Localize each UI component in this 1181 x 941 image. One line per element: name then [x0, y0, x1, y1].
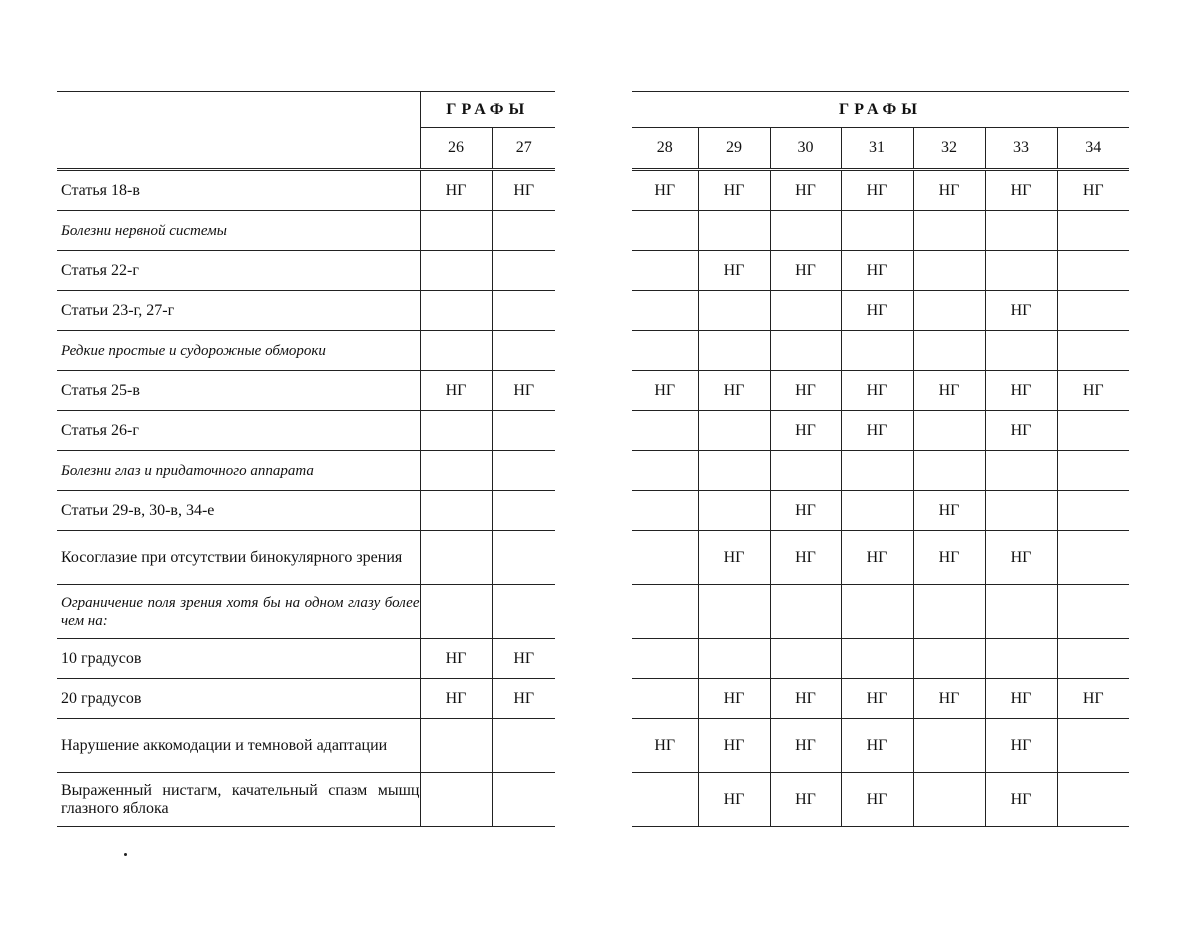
grade-cell: НГ: [985, 170, 1057, 211]
table-row: [632, 211, 1129, 251]
grade-cell: [1057, 251, 1129, 291]
grade-cell: [420, 211, 492, 251]
grade-cell: [420, 491, 492, 531]
table-row: [632, 331, 1129, 371]
grade-cell: НГ: [770, 773, 841, 827]
grade-cell: [420, 773, 492, 827]
grade-cell: [841, 491, 913, 531]
table-row: [57, 451, 555, 491]
grade-cell: [985, 251, 1057, 291]
grade-cell: НГ: [841, 531, 913, 585]
column-number: 29: [698, 128, 770, 170]
grade-cell: НГ: [770, 491, 841, 531]
row-label: 20 градусов: [57, 679, 420, 719]
table-row: [632, 251, 1129, 291]
grade-cell: НГ: [841, 251, 913, 291]
table-row: [632, 679, 1129, 719]
grade-cell: [698, 411, 770, 451]
column-number: 28: [632, 128, 698, 170]
grade-cell: НГ: [492, 639, 555, 679]
grade-cell: [492, 531, 555, 585]
table-row: [632, 491, 1129, 531]
grade-cell: НГ: [985, 719, 1057, 773]
grade-cell: [841, 331, 913, 371]
table-row: [632, 531, 1129, 585]
table-row: [57, 331, 555, 371]
column-number: 26: [420, 128, 492, 170]
grade-cell: НГ: [492, 679, 555, 719]
grade-cell: [420, 719, 492, 773]
grade-cell: НГ: [985, 371, 1057, 411]
grade-cell: [913, 773, 985, 827]
grade-cell: [492, 773, 555, 827]
grade-cell: [1057, 411, 1129, 451]
grade-cell: [698, 491, 770, 531]
grade-cell: [913, 411, 985, 451]
label-header-blank: [57, 92, 420, 128]
grade-cell: НГ: [913, 679, 985, 719]
grade-cell: НГ: [698, 371, 770, 411]
grade-cell: НГ: [770, 411, 841, 451]
column-number: 34: [1057, 128, 1129, 170]
grade-cell: НГ: [420, 639, 492, 679]
table-row: [632, 170, 1129, 211]
grade-cell: НГ: [698, 170, 770, 211]
grade-cell: НГ: [985, 773, 1057, 827]
left-table: [57, 91, 555, 827]
grade-cell: [770, 291, 841, 331]
grade-cell: [1057, 331, 1129, 371]
grade-cell: [985, 639, 1057, 679]
grade-cell: НГ: [985, 531, 1057, 585]
table-row: [57, 291, 555, 331]
grade-cell: НГ: [913, 491, 985, 531]
grade-cell: НГ: [770, 679, 841, 719]
section-heading: Редкие простые и судорожные обмороки: [57, 331, 420, 371]
grade-cell: [1057, 491, 1129, 531]
grade-cell: НГ: [420, 170, 492, 211]
grade-cell: [913, 451, 985, 491]
table-row: [57, 531, 555, 585]
grade-cell: [985, 451, 1057, 491]
grade-cell: [698, 211, 770, 251]
grade-cell: [420, 531, 492, 585]
grade-cell: [492, 411, 555, 451]
grade-cell: [698, 331, 770, 371]
grade-cell: [492, 719, 555, 773]
grade-cell: [1057, 719, 1129, 773]
right-table-block: [632, 91, 1129, 827]
grade-cell: НГ: [698, 251, 770, 291]
left-table-block: [57, 91, 555, 827]
row-label: Статья 25-в: [57, 371, 420, 411]
table-row: [632, 719, 1129, 773]
stray-dot: [124, 853, 127, 856]
grade-cell: НГ: [841, 170, 913, 211]
table-row: [57, 491, 555, 531]
grade-cell: [841, 451, 913, 491]
grade-cell: НГ: [913, 170, 985, 211]
grade-cell: НГ: [492, 371, 555, 411]
grade-cell: [698, 585, 770, 639]
grade-cell: [492, 331, 555, 371]
grade-cell: [770, 585, 841, 639]
grade-cell: [985, 331, 1057, 371]
table-row: [632, 773, 1129, 827]
grade-cell: [632, 773, 698, 827]
grade-cell: [913, 639, 985, 679]
grade-cell: [420, 585, 492, 639]
grade-cell: [492, 211, 555, 251]
grade-cell: [985, 211, 1057, 251]
table-row: [632, 639, 1129, 679]
section-heading: Болезни нервной системы: [57, 211, 420, 251]
grade-cell: [492, 585, 555, 639]
table-row: [57, 251, 555, 291]
grade-cell: НГ: [913, 531, 985, 585]
label-header-blank-2: [57, 128, 420, 170]
table-row: [632, 291, 1129, 331]
grade-cell: НГ: [492, 170, 555, 211]
grade-cell: [1057, 585, 1129, 639]
grade-cell: [770, 331, 841, 371]
table-row: [57, 371, 555, 411]
column-number: 33: [985, 128, 1057, 170]
grade-cell: [985, 491, 1057, 531]
grade-cell: НГ: [770, 251, 841, 291]
grade-cell: [1057, 531, 1129, 585]
grade-cell: НГ: [1057, 679, 1129, 719]
grafy-header-right: ГРАФЫ: [632, 92, 1129, 128]
grade-cell: НГ: [698, 531, 770, 585]
grade-cell: [632, 531, 698, 585]
grade-cell: [770, 451, 841, 491]
grade-cell: [841, 211, 913, 251]
table-row: [632, 371, 1129, 411]
grade-cell: [913, 251, 985, 291]
table-row: [632, 411, 1129, 451]
grade-cell: [913, 585, 985, 639]
table-row: [57, 719, 555, 773]
grade-cell: НГ: [698, 773, 770, 827]
grade-cell: [985, 585, 1057, 639]
table-row: [57, 411, 555, 451]
table-row: [632, 585, 1129, 639]
grade-cell: [913, 211, 985, 251]
grade-cell: НГ: [770, 371, 841, 411]
column-number: 30: [770, 128, 841, 170]
grade-cell: НГ: [985, 411, 1057, 451]
grafy-header-left: ГРАФЫ: [420, 92, 555, 128]
row-label: 10 градусов: [57, 639, 420, 679]
row-label: Статья 26-г: [57, 411, 420, 451]
table-row: [57, 170, 555, 211]
row-label: Статьи 29-в, 30-в, 34-е: [57, 491, 420, 531]
grade-cell: [698, 451, 770, 491]
grade-cell: НГ: [420, 679, 492, 719]
grade-cell: НГ: [1057, 170, 1129, 211]
grade-cell: [632, 411, 698, 451]
grade-cell: НГ: [698, 679, 770, 719]
grade-cell: [632, 491, 698, 531]
column-number: 32: [913, 128, 985, 170]
right-table: [632, 91, 1129, 827]
grade-cell: [1057, 639, 1129, 679]
grade-cell: [913, 719, 985, 773]
grade-cell: НГ: [632, 170, 698, 211]
grade-cell: НГ: [841, 719, 913, 773]
table-row: [57, 211, 555, 251]
grade-cell: [420, 331, 492, 371]
grade-cell: [1057, 773, 1129, 827]
grade-cell: [632, 211, 698, 251]
table-row: [632, 451, 1129, 491]
grade-cell: [632, 251, 698, 291]
grade-cell: [420, 411, 492, 451]
table-row: [57, 679, 555, 719]
grade-cell: [420, 451, 492, 491]
grade-cell: [1057, 291, 1129, 331]
grade-cell: НГ: [841, 371, 913, 411]
grade-cell: [841, 639, 913, 679]
grade-cell: [632, 639, 698, 679]
grade-cell: НГ: [770, 531, 841, 585]
grade-cell: НГ: [841, 291, 913, 331]
column-number: 27: [492, 128, 555, 170]
grade-cell: НГ: [841, 411, 913, 451]
grade-cell: [770, 639, 841, 679]
grade-cell: НГ: [770, 719, 841, 773]
grade-cell: [492, 251, 555, 291]
column-number: 31: [841, 128, 913, 170]
grade-cell: НГ: [985, 291, 1057, 331]
grade-cell: [698, 639, 770, 679]
grade-cell: [770, 211, 841, 251]
grade-cell: НГ: [420, 371, 492, 411]
table-row: [57, 773, 555, 827]
grade-cell: [632, 331, 698, 371]
grade-cell: НГ: [632, 719, 698, 773]
table-row: [57, 585, 555, 639]
row-label: Статья 22-г: [57, 251, 420, 291]
grade-cell: НГ: [770, 170, 841, 211]
grade-cell: НГ: [1057, 371, 1129, 411]
grade-cell: [913, 331, 985, 371]
grade-cell: [632, 585, 698, 639]
row-label: Статьи 23-г, 27-г: [57, 291, 420, 331]
row-label: Статья 18-в: [57, 170, 420, 211]
grade-cell: [698, 291, 770, 331]
grade-cell: [913, 291, 985, 331]
table-row: [57, 639, 555, 679]
grade-cell: [632, 679, 698, 719]
row-label: Косоглазие при отсутствии бинокулярного зрения: [57, 531, 420, 585]
grade-cell: [632, 291, 698, 331]
grade-cell: [1057, 211, 1129, 251]
grade-cell: НГ: [698, 719, 770, 773]
grade-cell: [1057, 451, 1129, 491]
grade-cell: [420, 291, 492, 331]
grade-cell: НГ: [913, 371, 985, 411]
grade-cell: [492, 291, 555, 331]
grade-cell: НГ: [985, 679, 1057, 719]
grade-cell: [492, 491, 555, 531]
grade-cell: [632, 451, 698, 491]
section-heading: Болезни глаз и придаточного аппарата: [57, 451, 420, 491]
grade-cell: НГ: [841, 773, 913, 827]
grade-cell: [420, 251, 492, 291]
row-label: Выраженный нистагм, качательный спазм мышц глазного яблока: [57, 773, 420, 827]
grade-cell: НГ: [841, 679, 913, 719]
grade-cell: НГ: [632, 371, 698, 411]
row-label: Нарушение аккомодации и темновой адаптации: [57, 719, 420, 773]
grade-cell: [492, 451, 555, 491]
grade-cell: [841, 585, 913, 639]
section-heading: Ограничение поля зрения хотя бы на одном глазу более чем на:: [57, 585, 420, 639]
